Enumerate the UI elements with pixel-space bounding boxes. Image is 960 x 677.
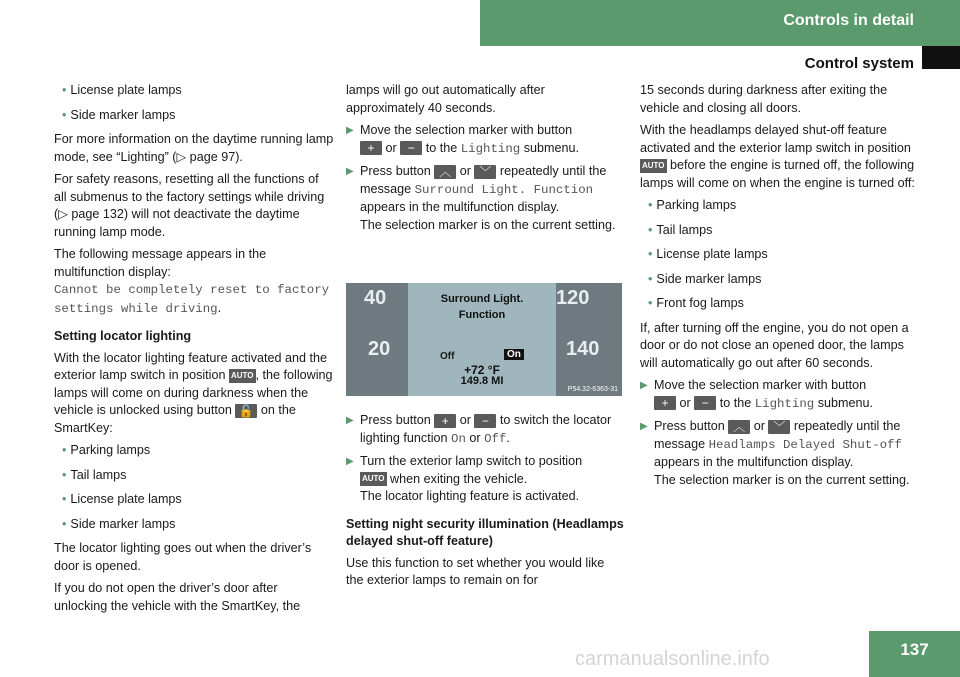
list-text: Side marker lamps <box>70 107 176 122</box>
step-text: or <box>679 395 691 410</box>
paragraph <box>54 350 334 438</box>
paragraph: Use this function to set whether you would like the exterior lamps to remain on for <box>346 555 605 587</box>
step-icon: ▶ <box>346 125 354 136</box>
paragraph: If, after turning off the engine, you do not open a door or do not close an opened door, the lamps will automatically go out after 60 seconds. <box>640 320 909 370</box>
step-item <box>640 377 918 413</box>
list-text: License plate lamps <box>70 83 182 97</box>
paragraph: For safety reasons, resetting all the functions of all submenus to the factory settings while driving (▷ page 132) will not deactivate the daytime running lamp mode. <box>54 172 325 239</box>
up-key-icon: ︿ <box>728 420 750 434</box>
bullet-icon: • <box>62 492 67 506</box>
list-text: Tail lamps <box>656 222 713 237</box>
step-text: The selection marker is on the current setting. <box>654 472 910 487</box>
down-key-icon: ﹀ <box>768 420 790 434</box>
bullet-icon: • <box>62 83 67 97</box>
bullet-icon: • <box>648 198 653 212</box>
auto-icon: AUTO <box>360 472 387 486</box>
step-item <box>346 163 624 234</box>
step-icon: ▶ <box>346 415 354 426</box>
bullet-icon: • <box>648 247 653 261</box>
step-text: Move the selection marker with button <box>360 123 573 137</box>
list-item <box>648 197 918 215</box>
step-item <box>346 412 624 448</box>
gauge-label: 20 <box>368 338 391 360</box>
paragraph-text: before the engine is turned off, the following lamps will come on when the engine is turned off: <box>640 158 915 190</box>
paragraph: The locator lighting goes out when the driver’s door is opened. <box>54 541 312 573</box>
list-text: License plate lamps <box>656 247 768 261</box>
temperature: +72 °F <box>464 363 500 377</box>
step-item <box>346 122 624 158</box>
step-icon: ▶ <box>346 166 354 177</box>
list-text: Side marker lamps <box>656 271 762 286</box>
step-text: or <box>459 413 471 427</box>
paragraph: The following message appears in the multifunction display: Cannot be completely reset to factory settings while driving. <box>54 247 330 316</box>
column-2-lower <box>346 412 624 595</box>
paragraph: If you do not open the driver’s door after unlocking the vehicle with the SmartKey, the <box>54 581 301 613</box>
step-text: submenu. <box>817 395 874 410</box>
paragraph-text: With the headlamps delayed shut-off feature activated and the exterior lamp switch in position <box>640 123 911 155</box>
list-text: Tail lamps <box>70 467 127 482</box>
step-item <box>346 453 624 506</box>
step-text: Press button <box>654 419 725 433</box>
paragraph-text: , the following lamps will come on during darkness when the vehicle is unlocked using button <box>54 368 333 417</box>
step-text: or <box>753 419 765 433</box>
gauge-label: 120 <box>556 287 590 309</box>
step-text: . <box>506 430 510 445</box>
minus-key-icon: − <box>694 396 716 410</box>
step-text: or <box>459 164 471 178</box>
bullet-icon: • <box>648 296 653 310</box>
display-message: Surround Light. Function <box>414 182 594 197</box>
display-message: Headlamps Delayed Shut-off <box>708 437 902 452</box>
list-text: Side marker lamps <box>70 516 176 531</box>
watermark: carmanualsonline.info <box>575 648 770 670</box>
unlock-icon: 🔓 <box>235 404 257 418</box>
step-text: or <box>469 430 481 445</box>
paragraph <box>640 122 918 192</box>
step-text: Press button <box>360 413 431 427</box>
step-text: when exiting the vehicle. <box>390 471 528 486</box>
section-heading: Setting night security illumination (Headlamps delayed shut-off feature) <box>346 516 624 548</box>
step-icon: ▶ <box>346 456 354 467</box>
list-item <box>648 295 918 313</box>
step-text: or <box>385 140 397 155</box>
auto-icon: AUTO <box>640 159 667 173</box>
list-item <box>62 107 334 125</box>
instrument-cluster-image <box>346 283 622 396</box>
header-marker <box>922 46 960 69</box>
step-item <box>640 418 918 489</box>
on-option: On <box>504 349 524 360</box>
paragraph: 15 seconds during darkness after exiting the vehicle and closing all doors. <box>640 83 888 115</box>
gauge-label: 40 <box>364 287 387 309</box>
column-3 <box>640 82 918 494</box>
list-item <box>648 246 918 264</box>
list-text: Parking lamps <box>656 198 737 212</box>
column-1 <box>54 82 334 620</box>
auto-icon: AUTO <box>229 369 256 383</box>
step-text: repeatedly until the message <box>360 164 607 196</box>
display-line: Surround Light. <box>440 293 524 305</box>
list-item <box>648 271 918 289</box>
paragraph-text: on the SmartKey: <box>54 403 296 435</box>
bullet-icon: • <box>62 516 67 531</box>
step-text: submenu. <box>523 140 580 155</box>
list-text: Front fog lamps <box>656 296 744 310</box>
column-2 <box>346 82 624 239</box>
step-text: appears in the multifunction display. <box>654 455 854 469</box>
step-text: to switch the locator lighting function <box>360 413 612 445</box>
step-text: appears in the multifunction display. <box>360 200 560 214</box>
subsection-title: Control system <box>804 55 914 72</box>
section-heading: Setting locator lighting <box>54 329 192 343</box>
step-text: Move the selection marker with button <box>654 378 867 392</box>
menu-name: Lighting <box>460 141 521 156</box>
menu-name: Lighting <box>754 396 815 411</box>
paragraph-text: The following message appears in the multifunction display: <box>54 247 267 279</box>
bullet-icon: • <box>62 107 67 122</box>
figure-ref: P54.32-6363-31 <box>567 386 618 393</box>
list-item <box>62 82 334 100</box>
option-name: On <box>451 431 466 446</box>
list-text: License plate lamps <box>70 492 182 506</box>
list-text: Parking lamps <box>70 443 151 457</box>
plus-key-icon: + <box>360 141 382 155</box>
step-icon: ▶ <box>640 380 648 391</box>
paragraph: lamps will go out automatically after approximately 40 seconds. <box>346 83 545 115</box>
display-line: Function <box>458 309 506 321</box>
list-item <box>62 516 334 534</box>
minus-key-icon: − <box>400 141 422 155</box>
bullet-icon: • <box>648 222 653 237</box>
minus-key-icon: − <box>474 414 496 428</box>
list-item <box>62 467 334 485</box>
bullet-icon: • <box>62 443 67 457</box>
plus-key-icon: + <box>654 396 676 410</box>
display-message: Cannot be completely reset to factory settings while driving <box>54 283 330 316</box>
list-item <box>62 491 334 509</box>
plus-key-icon: + <box>434 414 456 428</box>
step-icon: ▶ <box>640 421 648 432</box>
step-text: to the <box>719 395 752 410</box>
paragraph-text: With the locator lighting feature activated and the exterior lamp switch in position <box>54 350 328 382</box>
section-title: Controls in detail <box>783 12 914 29</box>
multifunction-display <box>408 283 556 396</box>
step-text: to the <box>425 140 458 155</box>
list-item <box>62 442 334 460</box>
option-name: Off <box>484 431 507 446</box>
list-item <box>648 222 918 240</box>
paragraph: For more information on the daytime running lamp mode, see “Lighting” (▷ page 97). <box>54 132 334 164</box>
step-text: Press button <box>360 164 431 178</box>
down-key-icon: ﹀ <box>474 165 496 179</box>
odometer: 149.8 MI <box>460 375 504 387</box>
page-number: 137 <box>869 631 960 677</box>
gauge-label: 140 <box>566 338 600 360</box>
step-text: Turn the exterior lamp switch to position <box>360 454 583 468</box>
step-text: repeatedly until the message <box>654 419 901 451</box>
step-text: The locator lighting feature is activated. <box>360 489 580 503</box>
bullet-icon: • <box>62 467 67 482</box>
up-key-icon: ︿ <box>434 165 456 179</box>
step-text: The selection marker is on the current setting. <box>360 217 616 232</box>
off-option: Off <box>440 351 455 362</box>
bullet-icon: • <box>648 271 653 286</box>
